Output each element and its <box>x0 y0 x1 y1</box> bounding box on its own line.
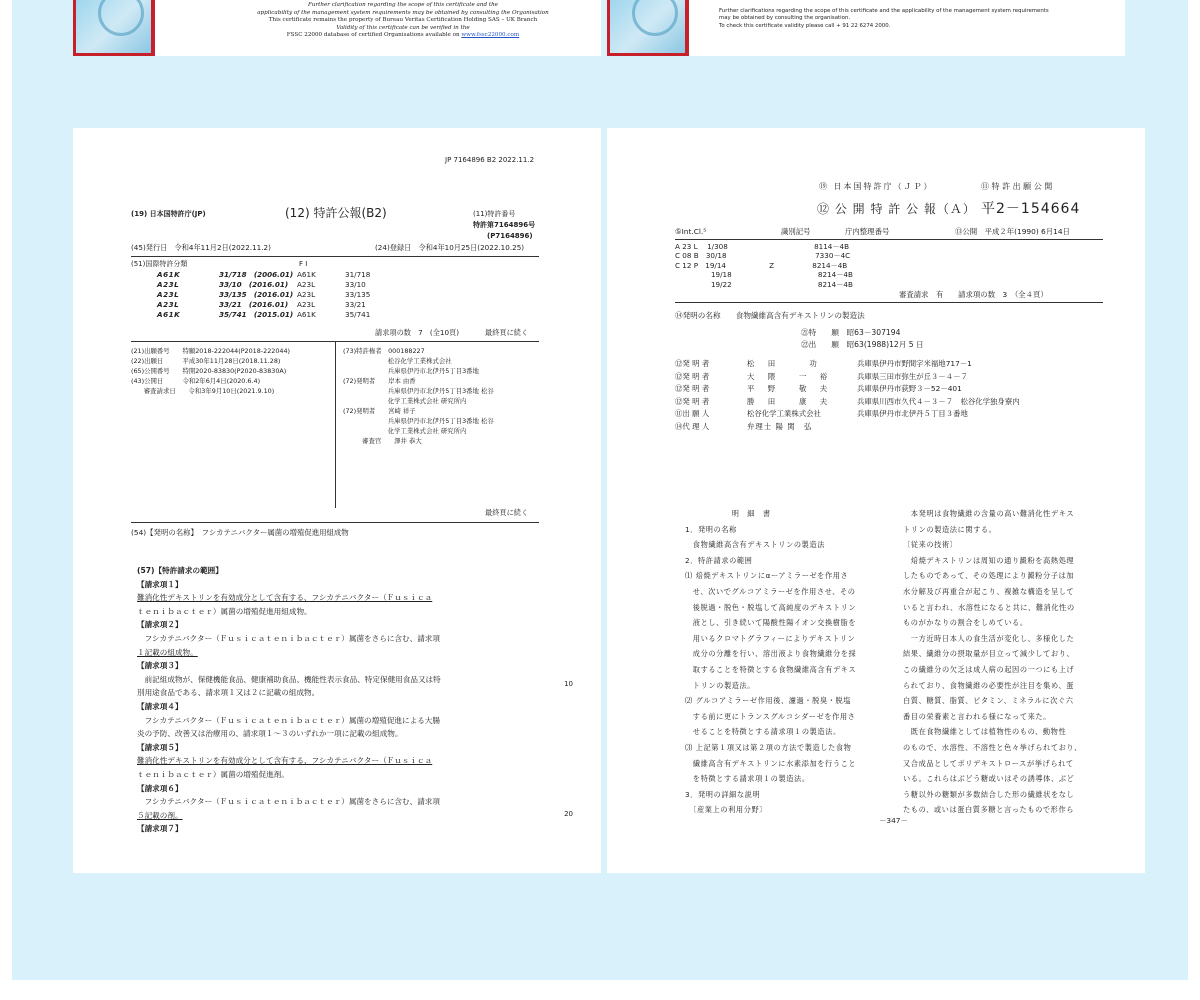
issue-date: (45)発行日 令和4年11月2日(2022.11.2) <box>131 243 271 252</box>
invention-title: ⑭発明の名称 食物繊維高含有デキストリンの製造法 <box>675 311 865 320</box>
classification-table: A 23 L 1/308 8114－4B C 08 B 30/18 7330－4C C 12 P 19/14 Z 8214－4B 19/18 8214－4B 19/22 8214－4B <box>675 242 853 289</box>
certificate-seal-image <box>607 0 689 56</box>
agent-row: ⑭代 理 人 弁理士 陽 関 弘 <box>675 421 813 431</box>
pub-no-label: (11)特許番号 <box>473 210 516 218</box>
certificate-footer-text: Further clarification regarding the scope of this certificate and the applicability of the management system requirements may be obtained by consulting the Organisation This certificate remains the property of Bureau Veritas Certification Holding SAS – UK Branch Validity of this certificate can be verified in the FSSC 22000 database of certified Organisations available on www.fssc22000.com <box>257 2 549 39</box>
rule <box>675 302 1103 303</box>
class-row: A23L 33/135 (2016.01) A23L 33/135 <box>157 290 371 299</box>
pub-no: 特許第7164896号 <box>473 221 536 229</box>
application-number: ㉑特 願 昭63－307194 <box>801 328 901 337</box>
exam-request: 審査請求 有 請求項の数 3 （全４頁） <box>899 290 1048 299</box>
application-date: ㉒出 願 昭63(1988)12月 5 日 <box>801 340 924 349</box>
application-info: (21)出願番号 特願2018-222044(P2018-222044) (22)出願日 平成30年11月28日(2018.11.28) (65)公開番号 特開2020-83830(P2020-83830A) (43)公開日 令和2年6月4日(2020.6.4) 審査請求日 令和3年9月10日(2021.9.10) <box>131 347 291 395</box>
class-row: A23L 33/10 (2016.01) A23L 33/10 <box>157 280 366 289</box>
class-row: A61K 31/718 (2006.01) A61K 31/718 <box>157 270 371 279</box>
certificate-footer-text: Further clarifications regarding the scope of this certificate and the applicability of the management system requirements may be obtained by consulting the organisation. To check this certificate validity please call + 91 22 6274 2000. <box>719 8 1049 29</box>
page-number: －347－ <box>879 816 908 825</box>
certificate-page-right <box>607 0 1125 56</box>
class-row: A23L 33/21 (2016.01) A23L 33/21 <box>157 300 366 309</box>
claims-section: (57)【特許請求の範囲】 【請求項１】 難消化性デキストリンを有効成分として含有する、フシカテニバクター（Ｆｕｓｉｃａ ｔｅｎｉｂａｃｔｅｒ）属菌の増殖促進用組成物。 【請求項２】 フシカテニバクター（Ｆｕｓｉｃａｔｅｎｉｂａｃｔｅｒ）属菌をさらに含む、請求項 １記載の組成物。 【請求項３】 前記組成物が、保健機能食品、健康補助食品、機能性表示食品、特定保健用食品又は特 別用途食品である、請求項１又は２に記載の組成物。 【請求項４】 フシカテニバクター（Ｆｕｓｉｃａｔｅｎｉｂａｃｔｅｒ）属菌の増殖促進による大腸 炎の予防、改善又は治療用の、請求項１～３のいずれか一項に記載の組成物。 【請求項５】 難消化性デキストリンを有効成分として含有する、フシカテニバクター（Ｆｕｓｉｃａ ｔｅｎｉｂａｃｔｅｒ）属菌の増殖促進剤。 【請求項６】 フシカテニバクター（Ｆｕｓｉｃａｔｅｎｉｂａｃｔｅｒ）属菌をさらに含む、請求項 ５記載の剤。 【請求項７】 <box>137 566 441 834</box>
line-number: 20 <box>564 810 573 818</box>
claims-count: 請求項の数 7 (全10頁) <box>375 328 460 337</box>
classification-table <box>157 270 370 320</box>
inventor-row: ⑫発 明 者 平 野 敬 夫 兵庫県伊丹市荻野３－52－401 <box>675 384 962 394</box>
continued-note: 最終頁に続く <box>485 328 529 337</box>
patent-page-right <box>607 128 1145 873</box>
fi-label: F I <box>299 260 308 268</box>
inventor-row: ⑫発 明 者 松 田 功 兵庫県伊丹市野間字米福地717－1 <box>675 359 972 368</box>
pub-no-sub: (P7164896) <box>487 232 533 240</box>
certificate-link[interactable]: www.fssc22000.com <box>461 32 520 39</box>
rule <box>131 256 539 257</box>
office-no-header: 庁内整理番号 <box>845 227 890 236</box>
pub-no: 平2－154664 <box>981 201 1081 217</box>
document-viewer-background <box>12 0 1188 980</box>
patentee-info: (73)特許権者 000188227 松谷化学工業株式会社 兵庫県伊丹市北伊丹5丁目3番地 (72)発明者 岸本 由香 兵庫県伊丹市北伊丹5丁目3番地 松谷 化学工業株式会社 研究所内 (72)発明者 宮崎 祥子 兵庫県伊丹市北伊丹5丁目3番地 松谷 化学工業株式会社 研究所内 審査官 澤井 恭大 <box>343 347 494 445</box>
applicant-row: ⑪出 願 人 松谷化学工業株式会社 兵庫県伊丹市北伊丹５丁目３番地 <box>675 409 968 419</box>
office-label: (19) 日本国特許庁(JP) <box>131 210 206 218</box>
class-row: A61K 35/741 (2015.01) A61K 35/741 <box>157 310 371 319</box>
specification-left-column: 明 細 書 1．発明の名称 食物繊維高含有デキストリンの製造法 2．特許請求の範囲 ⑴ 焙焼デキストリンにαーアミラーゼを作用さ せ、次いでグルコアミラーゼを作用させ、その 後脱過・脱色・脱塩して高純度のデキストリン 液とし、引き続いて陽酸性陽イオン交換樹脂を 用いるクロマトグラフィーによりデキストリン 成分の分離を行い、溶出液より食物繊維分を採 取することを特徴とする食物繊維高含有デキス トリンの製造法。 ⑵ グルコアミラーゼ作用後、濾過・脱臭・脱塩 する前に更にトランスグルコシダーゼを作用さ せることを特徴とする請求項１の製造法。 ⑶ 上記第１項又は第２項の方法で製造した食物 繊維高含有デキストリンに水素添加を行うこと を特徴とする請求項１の製造法。 3．発明の詳細な説明 〔産業上の利用分野〕 <box>685 509 857 815</box>
invention-title: (54)【発明の名称】 フシカテニバクター属菌の増殖促進用組成物 <box>131 528 349 537</box>
pub-date: ⑬公開 平成２年(1990) 6月14日 <box>955 227 1070 236</box>
specification-right-column: 本発明は食物繊維の含量の高い難消化性デキス トリンの製造法に関する。 〔従来の技術〕 焙焼デキストリンは周知の通り澱粉を高熱処理 したものであって、その処理により澱粉分子は加 水分解及び再重合が起こり、複雑な構造を呈して いると言われ、水溶性になると共に、難消化性の ものがかなりの割合をしめている。 一方近時日本人の食生活が変化し、多様化した 結果、繊維分の摂取量が目立って減少しており、 この繊維分の欠乏は成人病の起因の一つにも上げ られており、食物繊維の必要性が注目を集め、蛋 白質、糖質、脂質、ビタミン、ミネラルに次ぐ六 番目の栄養素と言われる様になって来た。 既在食物繊維としては植物性のもの、動物性 のもので、水溶性、不溶性と色々挙げられており、 又合成品としてポリデキストロースが挙げられて いる。これらはぶどう糖或いはその誘導体、ぶど う糖以外の糖類が多数結合した形の繊維状をなし たもの、或いは蛋白質多糖と言ったもので形作ら <box>903 509 1082 815</box>
inventors-list <box>675 358 1020 434</box>
certificate-seal-image <box>73 0 155 56</box>
certificate-page-left <box>73 0 601 56</box>
int-cl-header: ⑤Int.Cl.⁵ <box>675 227 707 236</box>
line-number: 10 <box>564 680 573 688</box>
app-label: ⑪ 特 許 出 願 公 開 <box>981 182 1053 191</box>
column-divider <box>335 341 336 508</box>
reg-date: (24)登録日 令和4年10月25日(2022.10.25) <box>375 243 525 252</box>
office-label: ⑲ 日本国特許庁（ＪＰ） <box>819 182 934 191</box>
doc-number: JP 7164896 B2 2022.11.2 <box>445 156 535 164</box>
rule <box>131 522 539 523</box>
inventor-row: ⑫発 明 者 勝 田 康 夫 兵庫県川西市久代４－３－７ 松谷化学独身寮内 <box>675 396 1020 406</box>
symbol-header: 識別記号 <box>781 227 811 236</box>
continued-note: 最終頁に続く <box>485 508 529 517</box>
rule <box>675 239 1103 240</box>
patent-page-left <box>73 128 601 873</box>
patent-kind: (12) 特許公報(B2) <box>285 206 387 220</box>
patent-kind: ⑫ 公 開 特 許 公 報（Ａ） <box>817 202 976 216</box>
ipc-label: (51)国際特許分類 <box>131 260 188 268</box>
inventor-row: ⑫発 明 者 大 隈 一 裕 兵庫県三田市弥生が丘３－４－７ <box>675 371 968 381</box>
